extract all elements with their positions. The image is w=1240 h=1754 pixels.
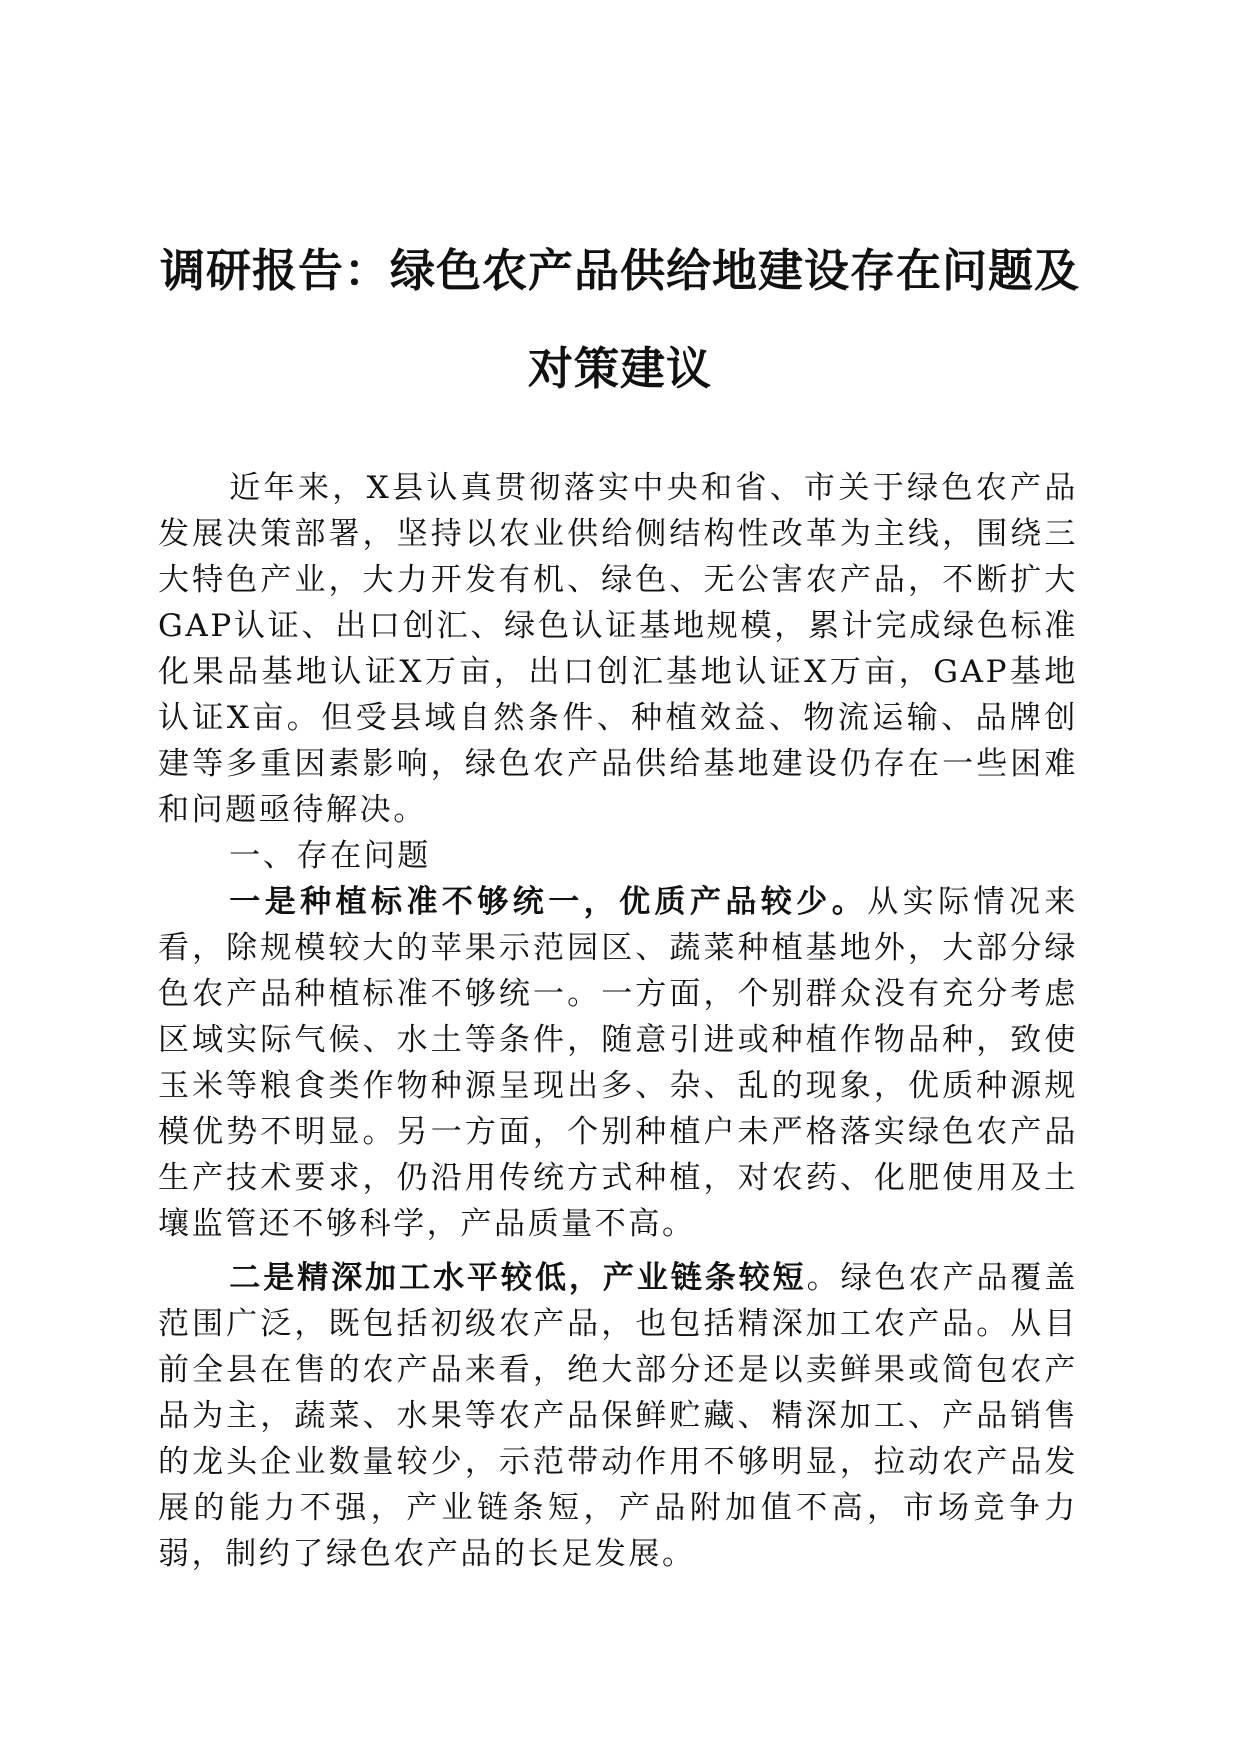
- document-body: [158, 465, 1078, 1577]
- intro-paragraph: 近年来，X县认真贯彻落实中央和省、市关于绿色农产品发展决策部署，坚持以农业供给侧结构性改革为主线，围绕三大特色产业，大力开发有机、绿色、无公害农产品，不断扩大GAP认证、出口创汇、绿色认证基地规模，累计完成绿色标准化果品基地认证X万亩，出口创汇基地认证X万亩，GAP基地认证X亩。但受县域自然条件、种植效益、物流运输、品牌创建等多重因素影响，绿色农产品供给基地建设仍存在一些困难和问题亟待解决。: [158, 470, 1078, 828]
- title-line-1: 调研报告：绿色农产品供给地建设存在问题及: [159, 244, 1080, 297]
- problem-1-text: 从实际情况来看，除规模较大的苹果示范园区、蔬菜种植基地外，大部分绿色农产品种植标准不够统一。一方面，个别群众没有充分考虑区域实际气候、水土等条件，随意引进或种植作物品种，致使玉米等粮食类作物种源呈现出多、杂、乱的现象，优质种源规模优势不明显。另一方面，个别种植户未严格落实绿色农产品生产技术要求，仍沿用传统方式种植，对农药、化肥使用及土壤监管还不够科学，产品质量不高。: [158, 884, 1078, 1242]
- section-heading-problems: 一、存在问题: [229, 838, 431, 874]
- document-title: [150, 222, 1090, 418]
- problem-2-text: 。绿色农产品覆盖范围广泛，既包括初级农产品，也包括精深加工农产品。从目前全县在售的农产品来看，绝大部分还是以卖鲜果或简包农产品为主，蔬菜、水果等农产品保鲜贮藏、精深加工、产品销售的龙头企业数量较少，示范带动作用不够明显，拉动农产品发展的能力不强，产业链条短，产品附加值不高，市场竞争力弱，制约了绿色农产品的长足发展。: [158, 1260, 1078, 1572]
- problem-paragraph-2: [158, 1255, 1078, 1577]
- problem-paragraph-1: [158, 879, 1078, 1247]
- problem-1-lead: 一是种植标准不够统一，优质产品较少。: [229, 884, 868, 920]
- title-line-2: 对策建议: [527, 342, 712, 395]
- problem-2-lead: 二是精深加工水平较低，产业链条较短: [229, 1260, 807, 1296]
